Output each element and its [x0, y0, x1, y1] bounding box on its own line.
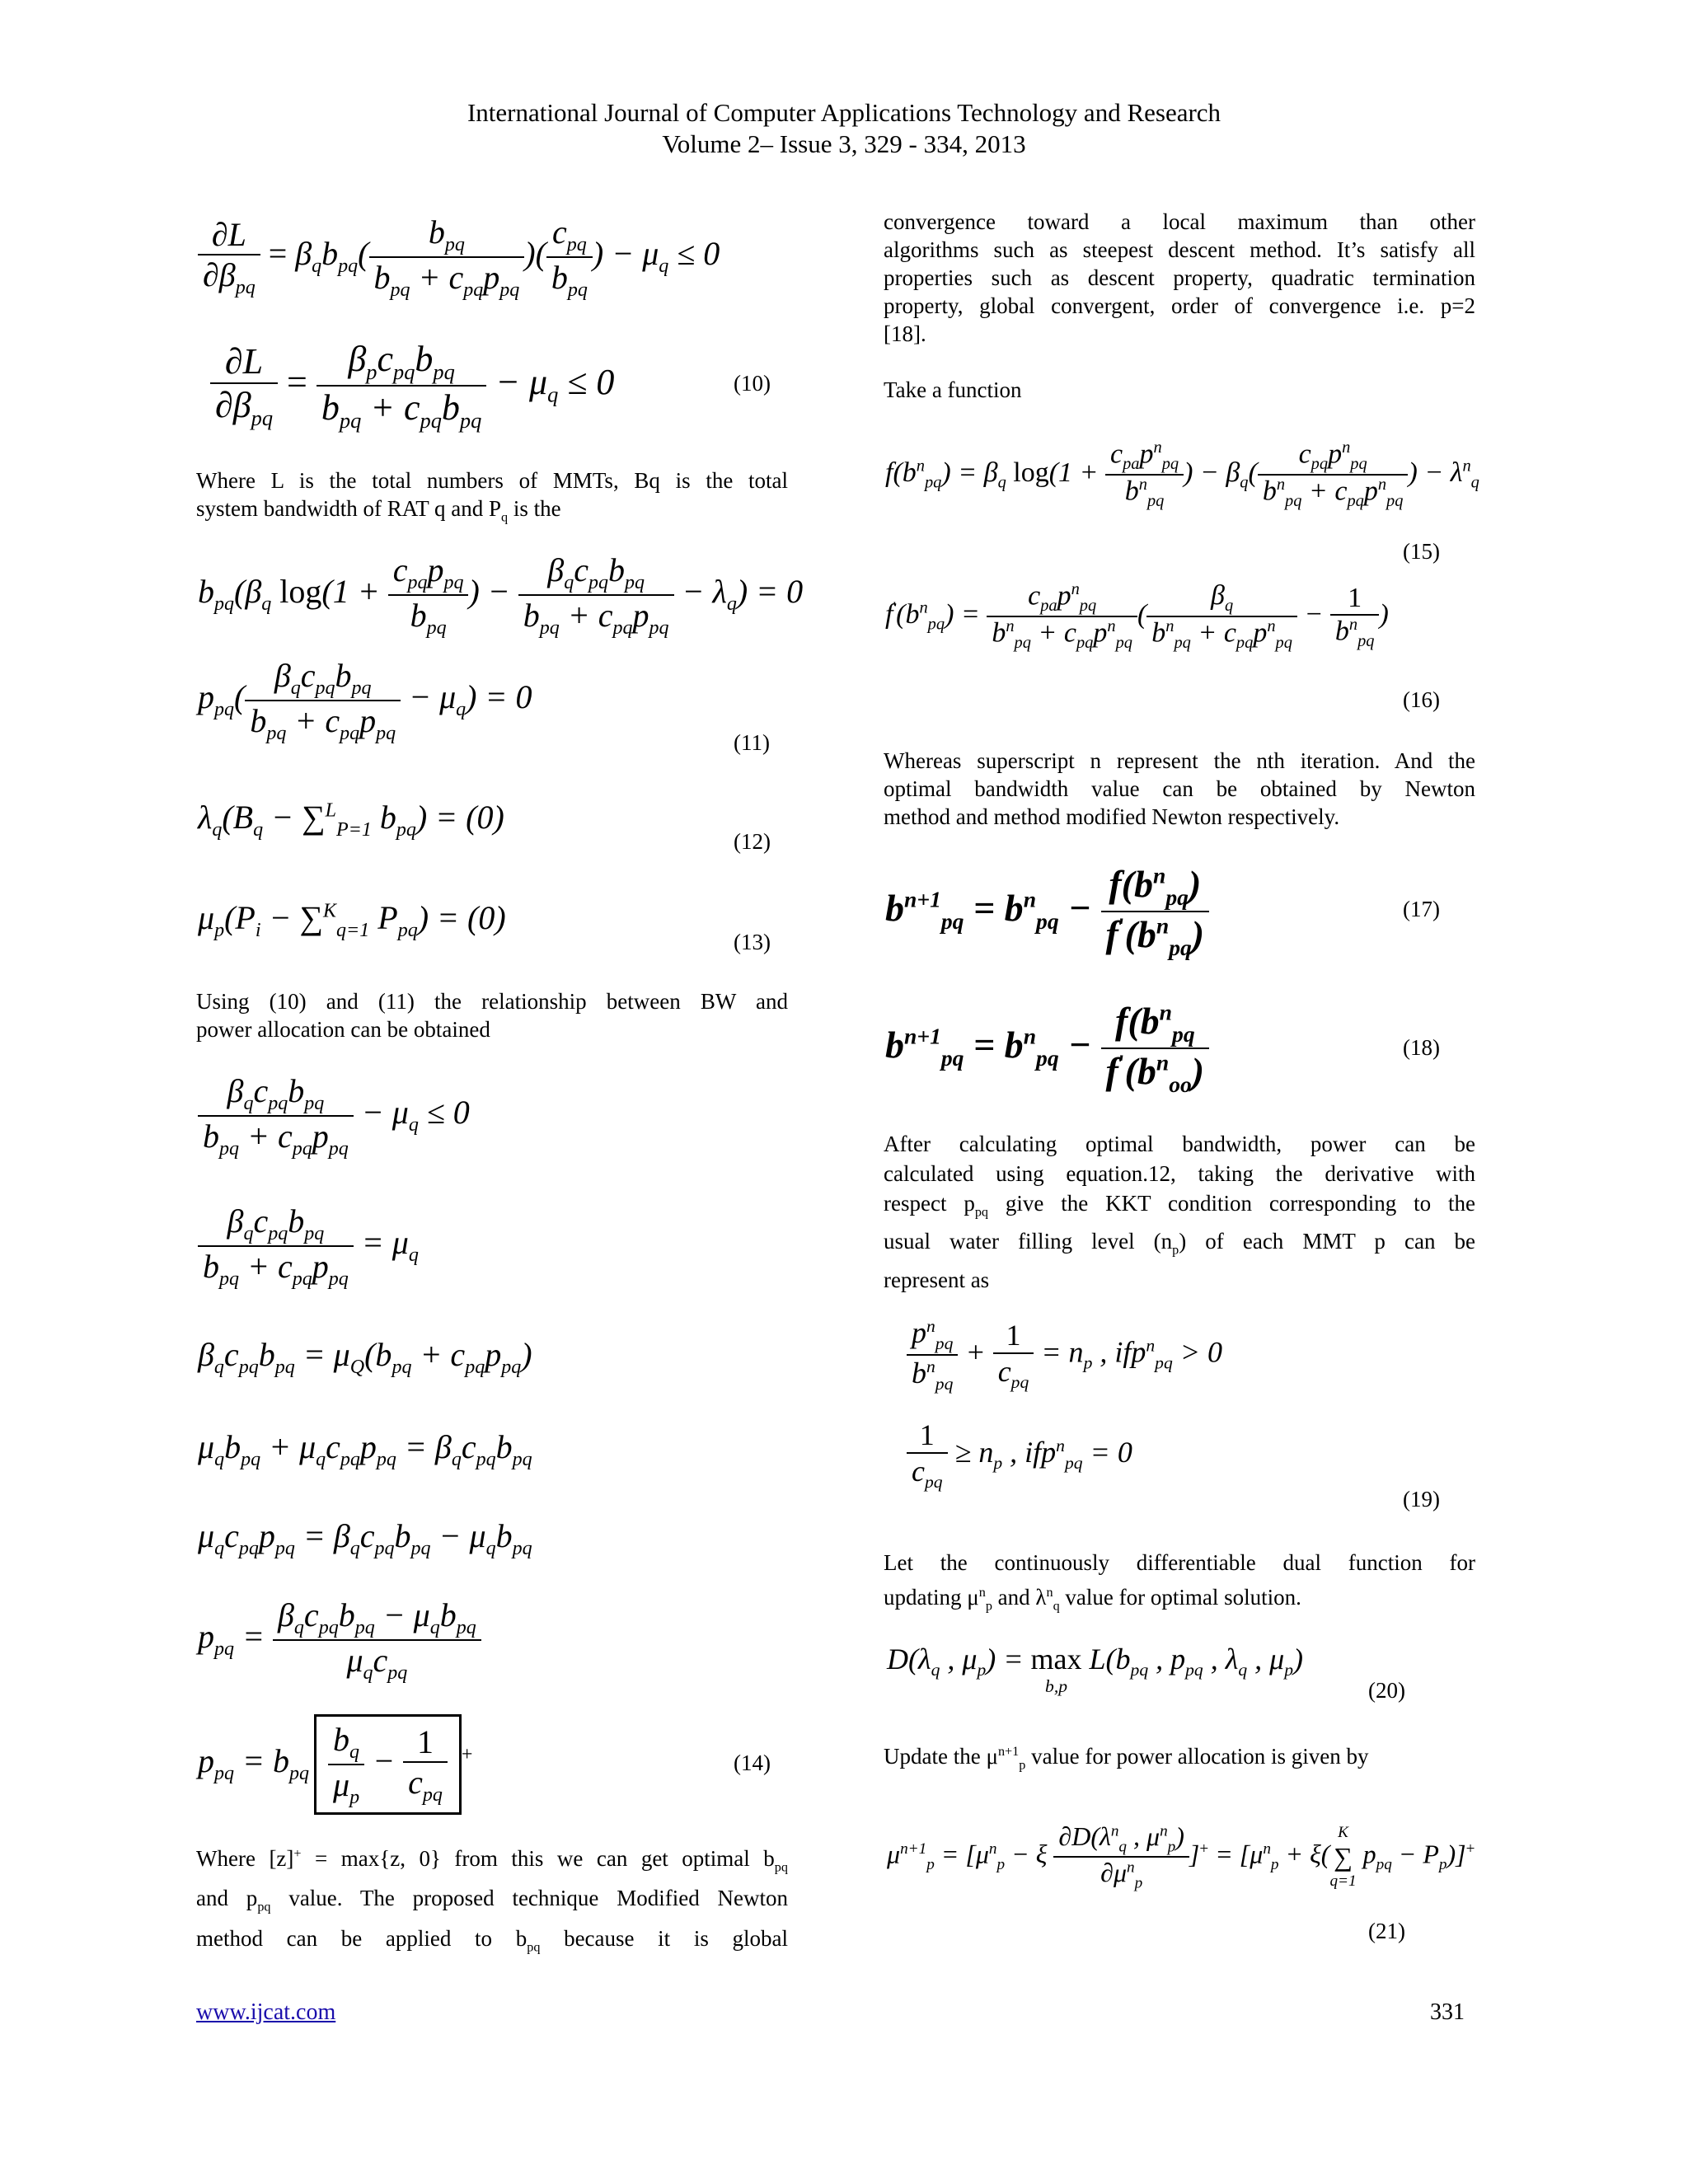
equation-17: $b^{n+1}_{pq} = b^n_{pq}$ − $\frac{f(b^n_{pq})}{f'(b^n_{pq})}$ [885, 862, 1209, 961]
equation-number-14: (14) [734, 1750, 771, 1775]
equation-13: $\mu_p(P_i - \sum^K_{q=1}$ $P_{pq}) = (0)$ [198, 899, 506, 941]
equation-12: $\lambda_q(B_q - \sum^L_{P=1}$ $b_{pq}) = (0)$ [198, 799, 504, 841]
paragraph-where-z: Where [z]+ = max{z, 0} from this we can get optimal $b_{pq}$ and $p_{pq}$ value. The proposed technique Modified Newton method can be applied to $b_{pq}$ because it is global [196, 1846, 789, 1955]
journal-title: International Journal of Computer Applications Technology and Research [467, 98, 1221, 127]
paragraph-convergence: convergence toward a local maximum than other algorithms such as steepest descent method. It’s satisfy all properties such as descent property, quadratic termination property, global convergent, order of convergence i.e. p=2 [18]. [884, 209, 1475, 346]
equation-18: $b^{n+1}_{pq} = b^n_{pq}$ − $\frac{f(b^n_{pq}}{f'(b^n_{oo})}$ [885, 999, 1209, 1098]
equation-number-21: (21) [1368, 1919, 1405, 1943]
equation-number-18: (18) [1403, 1035, 1440, 1060]
equation-number-17: (17) [1403, 897, 1440, 921]
equation-19a: $\frac{p^n_{pq}}{b^n_{pq}}$ + $\frac{1}{c_{pq}}$ = $n_p$ , ifp$^n_{pq}$ > 0 [907, 1315, 1222, 1394]
equation-21: $\mu^{n+1}_p = [\mu^n_p - \xi$ $\frac{\partial D(\lambda^n_q , \mu^n_p)}{\partial\mu^n_p}$ ]$^+ = [\mu^n_p + \xi$( K ∑ q=1 $p_{pq} - P_p)]^+$ [887, 1821, 1475, 1892]
page-number: 331 [1430, 1999, 1465, 2025]
equation-11b: $p_{pq}$( $\frac{\beta_qc_{pq}b_{pq}}{b_{pq} + c_{pq}p_{pq}}$ − $\mu_q) = 0$ [198, 657, 532, 744]
footer-website-link[interactable]: www.ijcat.com [196, 1999, 336, 2025]
equation-number-15: (15) [1403, 539, 1440, 564]
equation-derivation-3: $\beta_qc_{pq}b_{pq} = \mu_Q(b_{pq} + c_{pq}p_{pq})$ [198, 1336, 532, 1378]
paragraph-update: Update the $\mu^{n+1}_p$ value for power allocation is given by [884, 1744, 1369, 1773]
equation-20: $D(\lambda_q$ , $\mu_p$) = max b,p $L(b_{pq}$ , $p_{pq}$ , $\lambda_q$ , $\mu_p$) [887, 1643, 1303, 1696]
equation-derivation-2: $\frac{\beta_qc_{pq}b_{pq}}{b_{pq} + c_{pq}p_{pq}}$ = $\mu_q$ [198, 1202, 419, 1291]
equation-number-20: (20) [1368, 1678, 1405, 1703]
equation-number-19: (19) [1403, 1487, 1440, 1511]
paragraph-after: After calculating optimal bandwidth, power can be calculated using equation.12, taking the derivative with respect $p_{pq}$ give the KKT condition corresponding to the usual water filling level $(n_p)$ of each MMT p can be represent as [884, 1132, 1476, 1292]
equation-derivation-1: $\frac{\beta_qc_{pq}b_{pq}}{b_{pq} + c_{pq}p_{pq}}$ − $\mu_q \le 0$ [198, 1071, 470, 1160]
equation-10: $\frac{\partial L}{\partial\beta_{pq}}$ = $\frac{\beta_pc_{pq}b_{pq}}{b_{pq} + c_{pq}b_{pq}}$ − $\mu_q \le 0$ [210, 338, 614, 434]
equation-derivation-6: $p_{pq}$ = $\frac{\beta_qc_{pq}b_{pq} - \mu_qb_{pq}}{\mu_qc_{pq}}$ [198, 1596, 481, 1685]
equation-derivation-5: $\mu_qc_{pq}p_{pq} = \beta_qc_{pq}b_{pq} - \mu_qb_{pq}$ [198, 1517, 532, 1559]
equation-19b: $\frac{1}{c_{pq}}$ ≥ $n_p$ , ifp$^n_{pq}$ = 0 [907, 1418, 1132, 1493]
equation-number-11: (11) [734, 730, 770, 755]
equation-derivation-4: $\mu_qb_{pq} + \mu_qc_{pq}p_{pq} = \beta_qc_{pq}b_{pq}$ [198, 1428, 532, 1470]
equation-15: $f(b^n_{pq}) = \beta_q$ log(1 + $\frac{c_{pa}p^n_{pq}}{b^n_{pq}}$ ) − $\beta_q$( $\frac{c_{pq}p^n_{pq}}{b^n_{pq} + c_{pq}p^n_{pq}}$ ) − $\lambda^n_q$ [885, 438, 1479, 511]
equation-number-12: (12) [734, 829, 771, 854]
equation-number-10: (10) [734, 371, 771, 396]
paragraph-take-function: Take a function [884, 377, 1022, 402]
paragraph-where-L: Where L is the total numbers of MMTs, Bq is the total system bandwidth of RAT q and $P_q$ is the [196, 468, 788, 525]
paragraph-using: Using (10) and (11) the relationship between BW and power allocation can be obtained [196, 989, 788, 1042]
paragraph-let: Let the continuously differentiable dual function for updating $\mu^n_p$ and $\lambda^n_q$ value for optimal solution. [884, 1550, 1475, 1614]
equation-dL-dbeta-1: $\frac{\partial L}{\partial\beta_{pq}}$ = $\beta_qb_{pq}$( $\frac{b_{pq}}{b_{pq} + c_{pq}p_{pq}}$ )( $\frac{c_{pq}}{b_{pq}}$ ) − $\mu_q \le 0$ [198, 213, 720, 302]
equation-number-16: (16) [1403, 687, 1440, 712]
journal-volume: Volume 2– Issue 3, 329 - 334, 2013 [662, 129, 1026, 158]
paragraph-whereas: Whereas superscript n represent the nth iteration. And the optimal bandwidth value can be obtained by Newton method and method modified Newton respectively. [884, 748, 1475, 829]
equation-16: $f'(b^n_{pq})$ = $\frac{c_{pa}p^n_{pq}}{b^n_{pq} + c_{pq}p^n_{pq}}$ ( $\frac{\beta_q}{b^n_{pq} + c_{pq}p^n_{pq}}$ − $\frac{1}{b^n_{pq}}$ ) [885, 580, 1389, 653]
equation-11a: $b_{pq}(\beta_q$ log(1 + $\frac{c_{pq}p_{pq}}{b_{pq}}$ ) − $\frac{\beta_qc_{pq}b_{pq}}{b_{pq} + c_{pq}p_{pq}}$ − $\lambda_q) = 0$ [198, 551, 804, 639]
equation-14: $p_{pq} = b_{pq}$ $\frac{b_q}{\mu_p}$ − $\frac{1}{c_{pq}}$ + [198, 1714, 472, 1815]
equation-number-13: (13) [734, 930, 771, 954]
